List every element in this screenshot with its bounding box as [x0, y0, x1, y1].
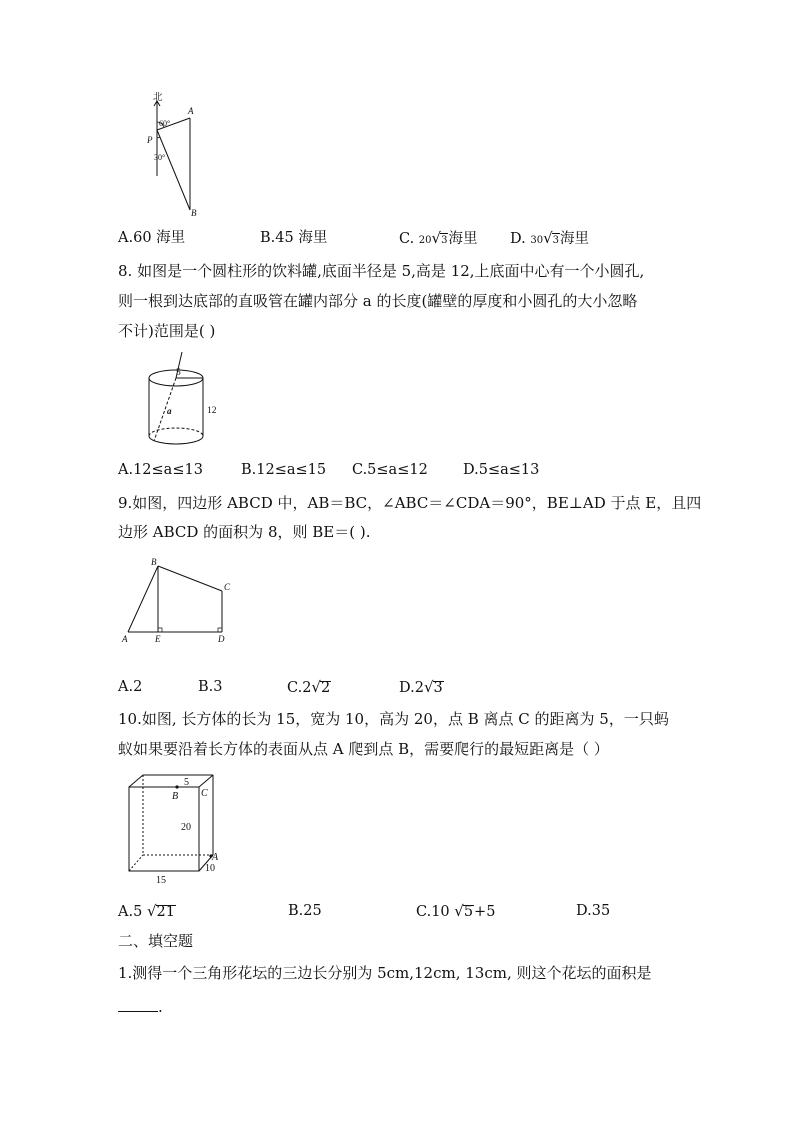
q8-cylinder-figure	[142, 348, 230, 450]
q9-line-1: 9.如图，四边形 ABCD 中，AB＝BC，∠ABC＝∠CDA＝90°，BE⊥AD 于点 E，且四	[118, 494, 702, 512]
section-title-fill-in: 二、填空题	[118, 932, 194, 950]
q8-label-radius: 5	[176, 368, 181, 378]
q9-line-2: 边形 ABCD 的面积为 8，则 BE＝( ).	[118, 523, 371, 541]
q8-line-2: 则一根到达底部的直吸管在罐内部分 a 的长度(罐壁的厚度和小圆孔的大小忽略	[118, 292, 638, 310]
q7-option-c: C. 20√3海里	[399, 229, 478, 247]
q7-angle-30: 30°	[154, 153, 166, 162]
q8-label-height: 12	[207, 406, 217, 416]
fill-q1-line-1: 1.测得一个三角形花坛的三边长分别为 5cm,12cm, 13cm, 则这个花坛的面积是	[118, 964, 652, 982]
q8-label-a: a	[167, 406, 172, 416]
q9-label-E: E	[155, 634, 161, 644]
q7-label-B: B	[191, 208, 197, 218]
q10-option-a: A.5 √21	[118, 902, 175, 920]
q9-label-A: A	[122, 634, 128, 644]
q8-option-d: D.5≤a≤13	[463, 462, 540, 478]
q9-label-B: B	[151, 557, 157, 567]
q10-label-B: B	[172, 791, 179, 802]
q10-label-five: 5	[184, 777, 189, 788]
q7-north-label: 北	[153, 93, 163, 103]
q10-label-twenty: 20	[181, 822, 191, 833]
fill-q1-line-2: .	[118, 997, 163, 1017]
q9-option-d: D.2√3	[399, 678, 443, 696]
q9-option-c: C.2√2	[287, 678, 331, 696]
q7-figure	[140, 92, 210, 220]
fill-q1-answer-blank[interactable]	[118, 997, 158, 1012]
q9-option-b: B.3	[198, 679, 223, 695]
q10-label-fifteen: 15	[156, 875, 166, 884]
q7-option-d: D. 30√3海里	[510, 229, 589, 247]
q7-label-A: A	[188, 106, 194, 116]
q10-option-c: C.10 √5+5	[416, 902, 496, 920]
q9-option-a: A.2	[118, 679, 143, 695]
q8-option-c: C.5≤a≤12	[352, 462, 428, 478]
q10-option-b: B.25	[288, 903, 322, 919]
q8-option-a: A.12≤a≤13	[118, 462, 203, 478]
q7-option-b: B.45 海里	[260, 230, 328, 246]
q8-line-1: 8. 如图是一个圆柱形的饮料罐,底面半径是 5,高是 12,上底面中心有一个小圆孔,	[118, 262, 645, 280]
q7-option-a: A.60 海里	[118, 230, 186, 246]
q10-label-ten: 10	[205, 863, 215, 874]
q10-line-2: 蚁如果要沿着长方体的表面从点 A 爬到点 B，需要爬行的最短距离是（ ）	[118, 740, 609, 758]
q8-line-3: 不计)范围是( )	[118, 322, 216, 340]
q10-option-d: D.35	[576, 903, 611, 919]
q9-quadrilateral-figure	[118, 556, 242, 648]
q10-label-C: C	[201, 788, 208, 799]
q10-label-A: A	[212, 852, 219, 863]
q10-line-1: 10.如图, 长方体的长为 15，宽为 10，高为 20，点 B 离点 C 的距离为 5，一只蚂	[118, 710, 669, 728]
q7-angle-60: 60°	[159, 119, 171, 128]
q7-label-P: P	[147, 135, 153, 145]
q8-option-b: B.12≤a≤15	[241, 462, 327, 478]
q9-label-D: D	[218, 634, 225, 644]
q10-cuboid-figure	[120, 770, 230, 884]
q9-label-C: C	[224, 582, 231, 592]
